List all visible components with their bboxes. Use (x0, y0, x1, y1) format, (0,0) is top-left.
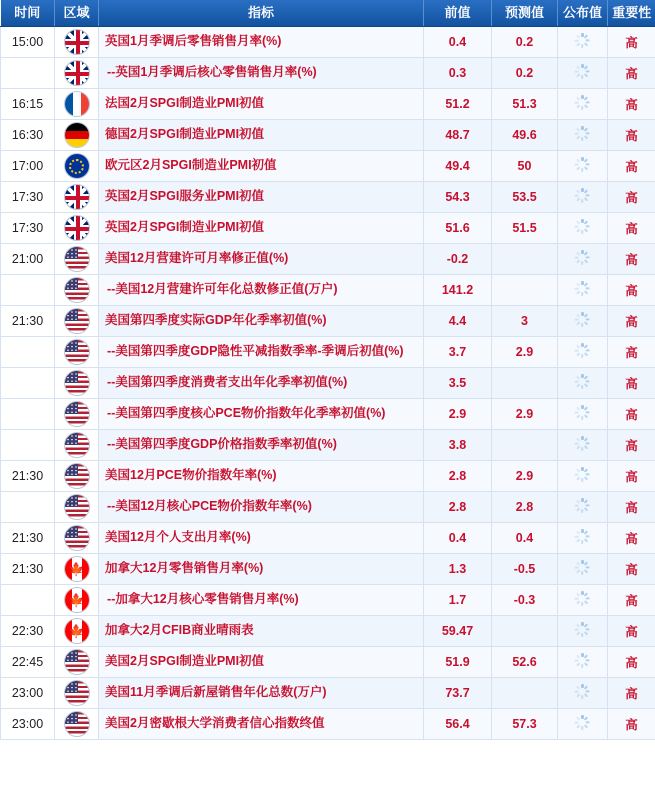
cell-forecast (492, 275, 558, 306)
cell-region (55, 27, 99, 58)
cell-indicator[interactable]: 加拿大12月零售销售月率(%) (99, 554, 424, 585)
loading-spinner-icon (575, 343, 590, 358)
column-header-forecast[interactable]: 预测值 (492, 0, 558, 27)
cell-importance: 高 (608, 709, 655, 740)
cell-region (55, 523, 99, 554)
cell-time: 16:30 (1, 120, 55, 151)
column-header-actual[interactable]: 公布值 (558, 0, 608, 27)
flag-united-states (64, 246, 90, 272)
loading-spinner-icon (575, 250, 590, 265)
loading-spinner-icon (575, 219, 590, 234)
cell-actual (558, 616, 608, 647)
loading-spinner-icon (575, 312, 590, 327)
cell-previous: 49.4 (424, 151, 492, 182)
table-row[interactable] (1, 678, 655, 709)
flag-united-states (64, 339, 90, 365)
flag-united-kingdom (64, 184, 90, 210)
cell-importance: 高 (608, 337, 655, 368)
cell-actual (558, 585, 608, 616)
flag-united-states (64, 432, 90, 458)
cell-time (1, 337, 55, 368)
cell-indicator[interactable]: 美国12月PCE物价指数年率(%) (99, 461, 424, 492)
column-header-time[interactable]: 时间 (1, 0, 55, 27)
cell-region (55, 275, 99, 306)
cell-previous: 59.47 (424, 616, 492, 647)
cell-actual (558, 182, 608, 213)
cell-forecast: -0.3 (492, 585, 558, 616)
cell-indicator[interactable]: --美国第四季度消费者支出年化季率初值(%) (99, 368, 424, 399)
cell-time (1, 368, 55, 399)
cell-actual (558, 120, 608, 151)
table-row[interactable] (1, 275, 655, 306)
cell-previous: 54.3 (424, 182, 492, 213)
table-row[interactable] (1, 399, 655, 430)
cell-forecast: 50 (492, 151, 558, 182)
cell-indicator[interactable]: --美国12月核心PCE物价指数年率(%) (99, 492, 424, 523)
flag-united-states (64, 494, 90, 520)
flag-canada: 🍁 (64, 618, 90, 644)
flag-united-states (64, 308, 90, 334)
loading-spinner-icon (575, 374, 590, 389)
cell-previous: 2.8 (424, 461, 492, 492)
flag-united-states (64, 463, 90, 489)
flag-united-states (64, 277, 90, 303)
column-header-region[interactable]: 区域 (55, 0, 99, 27)
cell-actual (558, 58, 608, 89)
loading-spinner-icon (575, 126, 590, 141)
cell-importance: 高 (608, 306, 655, 337)
cell-importance: 高 (608, 244, 655, 275)
column-header-importance[interactable]: 重要性 (608, 0, 655, 27)
loading-spinner-icon (575, 95, 590, 110)
cell-time: 17:30 (1, 213, 55, 244)
cell-forecast: 51.5 (492, 213, 558, 244)
cell-indicator[interactable]: --美国第四季度核心PCE物价指数年化季率初值(%) (99, 399, 424, 430)
cell-region (55, 647, 99, 678)
loading-spinner-icon (575, 715, 590, 730)
cell-actual (558, 275, 608, 306)
column-header-indicator[interactable]: 指标 (99, 0, 424, 27)
cell-indicator[interactable]: 德国2月SPGI制造业PMI初值 (99, 120, 424, 151)
flag-germany (64, 122, 90, 148)
cell-actual (558, 461, 608, 492)
table-row[interactable] (1, 461, 655, 492)
cell-indicator[interactable]: --美国第四季度GDP价格指数季率初值(%) (99, 430, 424, 461)
flag-united-states (64, 711, 90, 737)
cell-indicator[interactable]: 法国2月SPGI制造业PMI初值 (99, 89, 424, 120)
cell-region (55, 585, 99, 616)
cell-time (1, 585, 55, 616)
cell-importance: 高 (608, 492, 655, 523)
table-row[interactable] (1, 306, 655, 337)
cell-previous: 51.9 (424, 647, 492, 678)
loading-spinner-icon (575, 653, 590, 668)
cell-importance: 高 (608, 120, 655, 151)
flag-united-states (64, 525, 90, 551)
loading-spinner-icon (575, 622, 590, 637)
table-row[interactable] (1, 523, 655, 554)
cell-actual (558, 368, 608, 399)
cell-time: 22:45 (1, 647, 55, 678)
table-row[interactable] (1, 647, 655, 678)
cell-importance: 高 (608, 554, 655, 585)
cell-forecast: 0.4 (492, 523, 558, 554)
cell-time (1, 492, 55, 523)
cell-indicator[interactable]: --英国1月季调后核心零售销售月率(%) (99, 58, 424, 89)
cell-forecast: 3 (492, 306, 558, 337)
table-body (1, 27, 655, 740)
cell-region (55, 182, 99, 213)
cell-region (55, 120, 99, 151)
cell-time: 22:30 (1, 616, 55, 647)
cell-indicator[interactable]: 英国2月SPGI服务业PMI初值 (99, 182, 424, 213)
flag-european-union (64, 153, 90, 179)
cell-previous: 48.7 (424, 120, 492, 151)
table-row[interactable] (1, 430, 655, 461)
cell-time: 21:00 (1, 244, 55, 275)
cell-indicator[interactable]: 美国12月营建许可月率修正值(%) (99, 244, 424, 275)
cell-forecast (492, 678, 558, 709)
cell-region (55, 337, 99, 368)
cell-previous: 3.7 (424, 337, 492, 368)
cell-importance: 高 (608, 430, 655, 461)
loading-spinner-icon (575, 529, 590, 544)
cell-indicator[interactable]: 美国2月SPGI制造业PMI初值 (99, 647, 424, 678)
cell-time (1, 275, 55, 306)
cell-region (55, 461, 99, 492)
cell-importance: 高 (608, 585, 655, 616)
loading-spinner-icon (575, 33, 590, 48)
loading-spinner-icon (575, 64, 590, 79)
cell-previous: 0.4 (424, 27, 492, 58)
cell-previous: 73.7 (424, 678, 492, 709)
cell-actual (558, 89, 608, 120)
table-row[interactable] (1, 492, 655, 523)
cell-time: 21:30 (1, 554, 55, 585)
cell-importance: 高 (608, 89, 655, 120)
cell-time (1, 430, 55, 461)
cell-indicator[interactable]: 美国第四季度实际GDP年化季率初值(%) (99, 306, 424, 337)
cell-region (55, 244, 99, 275)
cell-previous: -0.2 (424, 244, 492, 275)
flag-united-states (64, 401, 90, 427)
cell-region (55, 616, 99, 647)
cell-indicator[interactable]: 美国11月季调后新屋销售年化总数(万户) (99, 678, 424, 709)
cell-actual (558, 337, 608, 368)
cell-importance: 高 (608, 151, 655, 182)
cell-forecast: 51.3 (492, 89, 558, 120)
table-row[interactable] (1, 89, 655, 120)
cell-previous: 141.2 (424, 275, 492, 306)
cell-time: 21:30 (1, 461, 55, 492)
cell-previous: 1.7 (424, 585, 492, 616)
cell-indicator[interactable]: 英国1月季调后零售销售月率(%) (99, 27, 424, 58)
loading-spinner-icon (575, 560, 590, 575)
cell-actual (558, 399, 608, 430)
cell-indicator[interactable]: 欧元区2月SPGI制造业PMI初值 (99, 151, 424, 182)
cell-actual (558, 554, 608, 585)
flag-france (64, 91, 90, 117)
loading-spinner-icon (575, 281, 590, 296)
cell-previous: 2.8 (424, 492, 492, 523)
loading-spinner-icon (575, 684, 590, 699)
cell-previous: 4.4 (424, 306, 492, 337)
table-row[interactable] (1, 368, 655, 399)
table-row[interactable] (1, 27, 655, 58)
table-row[interactable] (1, 709, 655, 740)
cell-actual (558, 647, 608, 678)
cell-importance: 高 (608, 275, 655, 306)
cell-region (55, 554, 99, 585)
cell-forecast: -0.5 (492, 554, 558, 585)
cell-indicator[interactable]: --美国第四季度GDP隐性平减指数季率-季调后初值(%) (99, 337, 424, 368)
cell-time: 17:30 (1, 182, 55, 213)
cell-actual (558, 430, 608, 461)
cell-importance: 高 (608, 523, 655, 554)
cell-region (55, 368, 99, 399)
cell-time: 21:30 (1, 523, 55, 554)
cell-actual (558, 27, 608, 58)
cell-actual (558, 213, 608, 244)
cell-indicator[interactable]: --美国12月营建许可年化总数修正值(万户) (99, 275, 424, 306)
flag-united-states (64, 370, 90, 396)
cell-importance: 高 (608, 213, 655, 244)
table-row[interactable] (1, 616, 655, 647)
table-row[interactable] (1, 337, 655, 368)
flag-canada: 🍁 (64, 587, 90, 613)
table-row[interactable] (1, 151, 655, 182)
cell-region (55, 492, 99, 523)
cell-importance: 高 (608, 647, 655, 678)
cell-previous: 56.4 (424, 709, 492, 740)
cell-time: 16:15 (1, 89, 55, 120)
loading-spinner-icon (575, 157, 590, 172)
loading-spinner-icon (575, 498, 590, 513)
cell-forecast: 2.8 (492, 492, 558, 523)
loading-spinner-icon (575, 591, 590, 606)
cell-indicator[interactable]: 美国12月个人支出月率(%) (99, 523, 424, 554)
cell-region (55, 678, 99, 709)
table-row[interactable] (1, 585, 655, 616)
cell-forecast: 57.3 (492, 709, 558, 740)
cell-previous: 3.5 (424, 368, 492, 399)
cell-previous: 51.6 (424, 213, 492, 244)
cell-forecast: 49.6 (492, 120, 558, 151)
cell-importance: 高 (608, 27, 655, 58)
cell-actual (558, 306, 608, 337)
cell-previous: 0.3 (424, 58, 492, 89)
table-header (1, 0, 655, 27)
loading-spinner-icon (575, 405, 590, 420)
cell-time: 17:00 (1, 151, 55, 182)
cell-time: 15:00 (1, 27, 55, 58)
table-row[interactable] (1, 182, 655, 213)
cell-region (55, 151, 99, 182)
cell-region (55, 89, 99, 120)
cell-importance: 高 (608, 58, 655, 89)
cell-actual (558, 492, 608, 523)
cell-time: 23:00 (1, 709, 55, 740)
cell-region (55, 399, 99, 430)
cell-forecast: 2.9 (492, 337, 558, 368)
cell-importance: 高 (608, 616, 655, 647)
cell-time (1, 399, 55, 430)
cell-time: 21:30 (1, 306, 55, 337)
cell-region (55, 306, 99, 337)
cell-indicator[interactable]: --加拿大12月核心零售销售月率(%) (99, 585, 424, 616)
flag-united-states (64, 649, 90, 675)
cell-region (55, 213, 99, 244)
cell-actual (558, 709, 608, 740)
table-row[interactable] (1, 120, 655, 151)
cell-importance: 高 (608, 678, 655, 709)
cell-forecast: 53.5 (492, 182, 558, 213)
flag-united-kingdom (64, 60, 90, 86)
cell-previous: 1.3 (424, 554, 492, 585)
cell-previous: 51.2 (424, 89, 492, 120)
cell-previous: 3.8 (424, 430, 492, 461)
cell-time: 23:00 (1, 678, 55, 709)
flag-united-states (64, 680, 90, 706)
cell-time (1, 58, 55, 89)
cell-actual (558, 523, 608, 554)
flag-united-kingdom (64, 215, 90, 241)
cell-importance: 高 (608, 461, 655, 492)
cell-actual (558, 678, 608, 709)
cell-forecast (492, 430, 558, 461)
flag-united-kingdom (64, 29, 90, 55)
cell-forecast: 2.9 (492, 461, 558, 492)
loading-spinner-icon (575, 188, 590, 203)
cell-forecast (492, 368, 558, 399)
cell-importance: 高 (608, 399, 655, 430)
cell-indicator[interactable]: 美国2月密歇根大学消费者信心指数终值 (99, 709, 424, 740)
cell-previous: 0.4 (424, 523, 492, 554)
cell-indicator[interactable]: 加拿大2月CFIB商业晴雨表 (99, 616, 424, 647)
loading-spinner-icon (575, 467, 590, 482)
cell-forecast (492, 616, 558, 647)
cell-actual (558, 244, 608, 275)
cell-region (55, 430, 99, 461)
cell-forecast: 0.2 (492, 58, 558, 89)
cell-forecast: 52.6 (492, 647, 558, 678)
cell-importance: 高 (608, 182, 655, 213)
cell-region (55, 58, 99, 89)
cell-forecast: 2.9 (492, 399, 558, 430)
table-row[interactable] (1, 213, 655, 244)
cell-importance: 高 (608, 368, 655, 399)
table-row[interactable] (1, 554, 655, 585)
cell-forecast (492, 244, 558, 275)
loading-spinner-icon (575, 436, 590, 451)
cell-indicator[interactable]: 英国2月SPGI制造业PMI初值 (99, 213, 424, 244)
header-row (1, 0, 655, 27)
table-row[interactable] (1, 58, 655, 89)
cell-previous: 2.9 (424, 399, 492, 430)
cell-actual (558, 151, 608, 182)
cell-forecast: 0.2 (492, 27, 558, 58)
flag-canada: 🍁 (64, 556, 90, 582)
column-header-previous[interactable]: 前值 (424, 0, 492, 27)
cell-region (55, 709, 99, 740)
table-row[interactable] (1, 244, 655, 275)
